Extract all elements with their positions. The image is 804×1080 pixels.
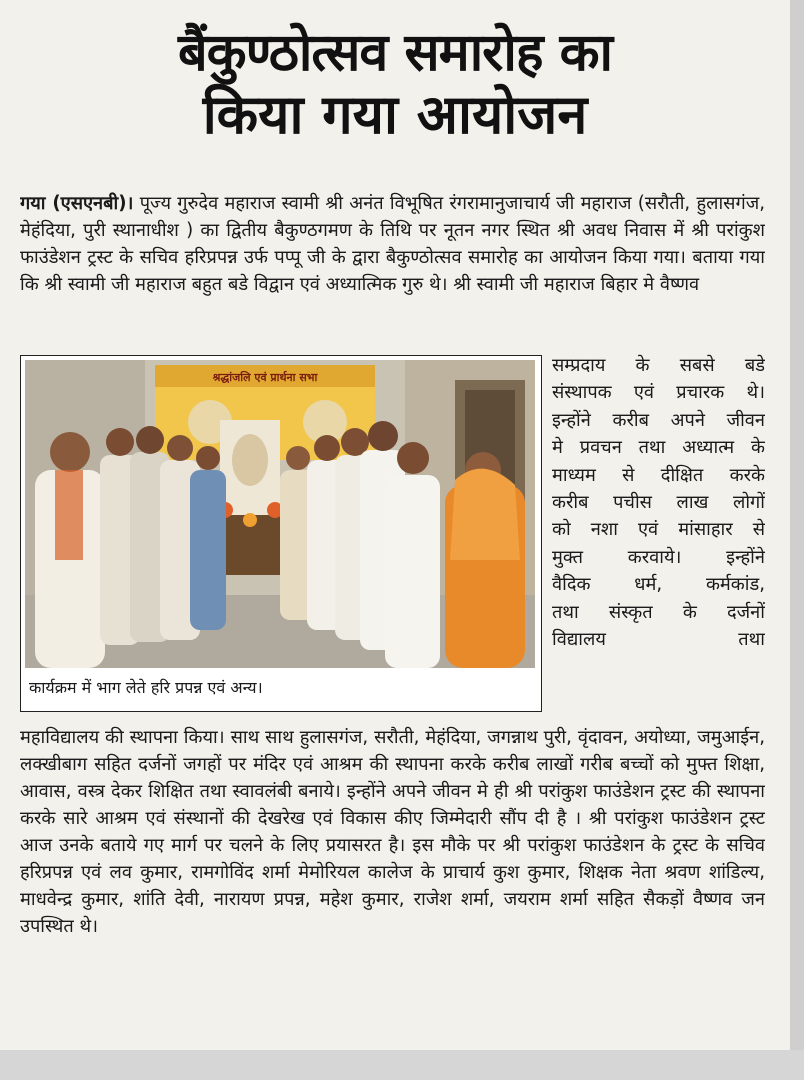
side-line: वैदिक धर्म, कर्मकांड, xyxy=(552,574,765,596)
side-line: विद्यालय तथा xyxy=(552,628,765,650)
headline-line-2: किया गया आयोजन xyxy=(202,83,588,146)
event-photo-illustration xyxy=(25,360,535,668)
side-line: संस्थापक एवं प्रचारक थे। xyxy=(552,382,765,404)
scan-edge-right xyxy=(790,0,804,1080)
headline xyxy=(0,22,790,146)
side-line: इन्होंने करीब अपने जीवन xyxy=(552,409,765,431)
intro-paragraph xyxy=(20,190,765,352)
side-line: मे प्रवचन तथा अध्यात्म के xyxy=(552,437,765,459)
photo-caption: कार्यक्रम में भाग लेते हरि प्रपन्न एवं अन्य। xyxy=(29,678,263,697)
event-photo xyxy=(25,360,535,668)
banner-text: श्रद्धांजलि एवं प्रार्थना सभा xyxy=(212,371,318,384)
intro-text: पूज्य गुरुदेव महाराज स्वामी श्री अनंत विभूषित रंगरामानुजाचार्य जी महाराज (सरौती, हुलासगंज, मेहंदिया, पुरी स्थानाधीश ) का द्वितीय बैकुण्ठगमण के तिथि पर नूतन नगर स्थित श्री अवध निवास में श्री परांकुश फाउंडेशन ट्रस्ट के सचिव हरिप्रपन्न उर्फ पप्पू जी के द्वारा बैकुण्ठोत्सव समारोह का आयोजन किया गया। बताया गया कि श्री स्वामी जी महाराज बहुत बडे विद्वान एवं अध्यात्मिक गुरु थे। श्री स्वामी जी महाराज बिहार मे वैष्णव xyxy=(20,193,765,295)
dateline: गया (एसएनबी)। xyxy=(20,193,134,214)
side-line: माध्यम से दीक्षित करके xyxy=(552,464,765,486)
headline-line-1: बैंकुण्ठोत्सव समारोह का xyxy=(177,23,613,83)
closing-paragraph: महाविद्यालय की स्थापना किया। साथ साथ हुलासगंज, सरौती, मेहंदिया, जगन्नाथ पुरी, वृंदावन, अयोध्या, जमुआईन, लक्खीबाग सहित दर्जनों जगहों पर मंदिर एवं आश्रम की स्थापना करके करीब लाखों गरीब बच्चों को मुफ्त शिक्षा, आवास, वस्त्र देकर शिक्षित तथा स्वावलंबी बनाये। इन्होंने अपने जीवन मे ही श्री परांकुश फाउंडेशन ट्रस्ट की स्थापना करके सारे आश्रम एवं संस्थानों की देखरेख एवं विकास कीए जिम्मेदारी सौंप दी है । श्री परांकुश फाउंडेशन ट्रस्ट आज उनके बताये गए मार्ग पर चलने के लिए प्रयासरत है। इस मौके पर श्री परांकुश फाउंडेशन के ट्रस्ट के सचिव हरिप्रपन्न एवं लव कुमार, रामगोविंद शर्मा मेमोरियल कालेज के प्राचार्य कुश कुमार, शिक्षक नेता श्रवण शांडिल्य, माधवेन्द्र कुमार, शांति देवी, नारायण प्रपन्न, महेश कुमार, राजेश शर्मा, जयराम शर्मा सहित सैकड़ों वैष्णव जन उपस्थित थे। xyxy=(20,727,765,937)
side-line: तथा संस्कृत के दर्जनों xyxy=(552,601,765,623)
scan-edge-bottom xyxy=(0,1050,804,1080)
side-line: सम्प्रदाय के सबसे बडे xyxy=(552,355,765,376)
side-column-text xyxy=(552,352,765,722)
side-line: करीब पचीस लाख लोगों xyxy=(552,491,765,513)
photo-frame xyxy=(20,355,542,712)
side-line: मुक्त करवाये। इन्होंने xyxy=(552,546,765,568)
side-line: को नशा एवं मांसाहार से xyxy=(552,519,765,541)
